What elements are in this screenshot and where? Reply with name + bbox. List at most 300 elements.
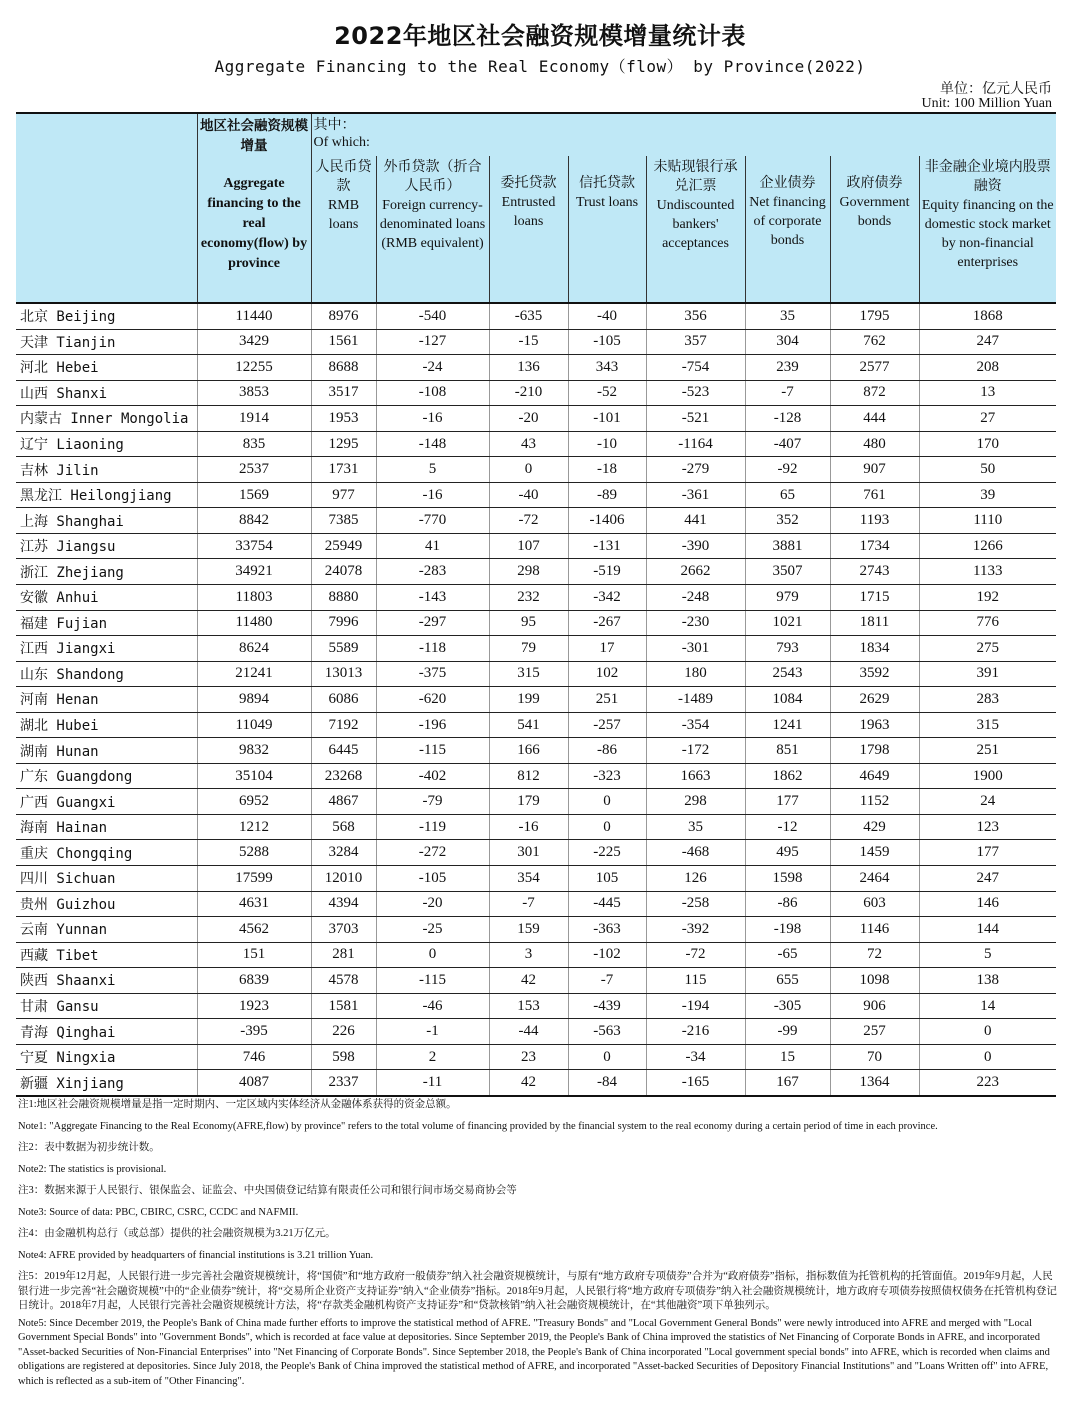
value-cell: 223	[919, 1070, 1056, 1096]
value-cell: -108	[376, 380, 489, 406]
value-cell: -10	[568, 431, 646, 457]
region-cell: 江苏 Jiangsu	[16, 533, 197, 559]
value-cell: -44	[489, 1019, 568, 1045]
value-cell: 4562	[197, 917, 311, 943]
value-cell: 746	[197, 1044, 311, 1070]
value-cell: 126	[646, 866, 745, 892]
value-cell: 136	[489, 355, 568, 381]
value-cell: 1146	[830, 917, 919, 943]
value-cell: -445	[568, 891, 646, 917]
value-cell: 79	[489, 636, 568, 662]
header-col-cn: 非金融企业境内股票融资	[924, 159, 1051, 194]
financing-table	[16, 112, 1056, 1097]
header-equity-financing	[919, 156, 1056, 303]
value-cell: -523	[646, 380, 745, 406]
note4-en: Note4: AFRE provided by headquarters of financial institutions is 3.21 trillion Yuan.	[18, 1249, 374, 1261]
value-cell: 1811	[830, 610, 919, 636]
value-cell: 13	[919, 380, 1056, 406]
region-cell: 河北 Hebei	[16, 355, 197, 381]
value-cell: 1581	[311, 993, 376, 1019]
table-row	[16, 738, 1056, 764]
header-corporate-bonds	[745, 156, 830, 303]
value-cell: 4087	[197, 1070, 311, 1096]
value-cell: 1731	[311, 457, 376, 483]
header-col-en: Trust loans	[575, 195, 639, 210]
value-cell: 1834	[830, 636, 919, 662]
value-cell: 9832	[197, 738, 311, 764]
value-cell: 1868	[919, 303, 1056, 329]
region-cell: 江西 Jiangxi	[16, 636, 197, 662]
table-row	[16, 763, 1056, 789]
value-cell: -519	[568, 559, 646, 585]
value-cell: 167	[745, 1070, 830, 1096]
value-cell: -279	[646, 457, 745, 483]
region-cell: 宁夏 Ningxia	[16, 1044, 197, 1070]
value-cell: 391	[919, 661, 1056, 687]
value-cell: 1152	[830, 789, 919, 815]
value-cell: 199	[489, 687, 568, 713]
value-cell: 1021	[745, 610, 830, 636]
value-cell: 0	[568, 789, 646, 815]
value-cell: -165	[646, 1070, 745, 1096]
note1-cn: 注1:地区社会融资规模增量是指一定时期内、一定区域内实体经济从金融体系获得的资金总额。	[18, 1099, 457, 1110]
table-row	[16, 1019, 1056, 1045]
value-cell: 1953	[311, 406, 376, 432]
value-cell: -563	[568, 1019, 646, 1045]
table-row	[16, 559, 1056, 585]
value-cell: -230	[646, 610, 745, 636]
value-cell: 4578	[311, 968, 376, 994]
value-cell: 2743	[830, 559, 919, 585]
value-cell: -7	[568, 968, 646, 994]
value-cell: -99	[745, 1019, 830, 1045]
note4-cn: 注4：由金融机构总行（或总部）提供的社会融资规模为3.21万亿元。	[18, 1228, 336, 1239]
region-cell: 安徽 Anhui	[16, 585, 197, 611]
header-col-cn: 委托贷款	[500, 175, 557, 191]
value-cell: -16	[489, 814, 568, 840]
value-cell: 8976	[311, 303, 376, 329]
value-cell: 5589	[311, 636, 376, 662]
value-cell: -770	[376, 508, 489, 534]
value-cell: -361	[646, 482, 745, 508]
table-row	[16, 1070, 1056, 1096]
value-cell: 3853	[197, 380, 311, 406]
header-of-which	[311, 113, 1056, 156]
value-cell: -1406	[568, 508, 646, 534]
value-cell: 1133	[919, 559, 1056, 585]
value-cell: 3429	[197, 329, 311, 355]
header-entrusted-loans	[489, 156, 568, 303]
header-government-bonds	[830, 156, 919, 303]
header-col-cn: 信托贷款	[579, 175, 635, 191]
value-cell: 65	[745, 482, 830, 508]
value-cell: 17	[568, 636, 646, 662]
value-cell: 1795	[830, 303, 919, 329]
value-cell: -301	[646, 636, 745, 662]
header-col-en: Government bonds	[839, 195, 910, 229]
note3-en: Note3: Source of data: PBC, CBIRC, CSRC, CCDC and NAFMII.	[18, 1206, 299, 1218]
value-cell: 907	[830, 457, 919, 483]
value-cell: 1862	[745, 763, 830, 789]
value-cell: 35	[646, 814, 745, 840]
value-cell: -363	[568, 917, 646, 943]
value-cell: 761	[830, 482, 919, 508]
value-cell: -323	[568, 763, 646, 789]
value-cell: 2	[376, 1044, 489, 1070]
value-cell: 9894	[197, 687, 311, 713]
value-cell: -272	[376, 840, 489, 866]
value-cell: -34	[646, 1044, 745, 1070]
value-cell: 170	[919, 431, 1056, 457]
value-cell: 356	[646, 303, 745, 329]
value-cell: 1923	[197, 993, 311, 1019]
region-cell: 上海 Shanghai	[16, 508, 197, 534]
value-cell: 872	[830, 380, 919, 406]
value-cell: 247	[919, 866, 1056, 892]
value-cell: 39	[919, 482, 1056, 508]
value-cell: -89	[568, 482, 646, 508]
value-cell: 25949	[311, 533, 376, 559]
value-cell: -72	[489, 508, 568, 534]
value-cell: 2629	[830, 687, 919, 713]
value-cell: -115	[376, 968, 489, 994]
value-cell: -305	[745, 993, 830, 1019]
value-cell: 603	[830, 891, 919, 917]
value-cell: 2464	[830, 866, 919, 892]
value-cell: 906	[830, 993, 919, 1019]
value-cell: 1569	[197, 482, 311, 508]
value-cell: 138	[919, 968, 1056, 994]
note5-cn: 注5：2019年12月起，人民银行进一步完善社会融资规模统计，将“国债”和“地方政府一般债券”纳入社会融资规模统计，与原有“地方政府专项债券”合并为“政府债券”指标，指标数值为托管机构的托管面值。2019年9月起，人民银行进一步完善“社会融资规模”中的“企业债券”统计，将“交易所企业资产支持证券”纳入“企业债券”指标。2018年9月起，人民银行将“地方政府专项债券”纳入社会融资规模统计，地方政府专项债券按照债权债务在托管机构登记日统计。2018年7月起，人民银行完善社会融资规模统计方法，将“存款类金融机构资产支持证券”和“贷款核销”纳入社会融资规模统计，在“其他融资”项下单独列示。	[18, 1271, 1057, 1311]
table-row	[16, 303, 1056, 329]
value-cell: -18	[568, 457, 646, 483]
value-cell: -84	[568, 1070, 646, 1096]
value-cell: 3881	[745, 533, 830, 559]
value-cell: -1164	[646, 431, 745, 457]
note3-cn: 注3：数据来源于人民银行、银保监会、证监会、中央国债登记结算有限责任公司和银行间市场交易商协会等	[18, 1185, 517, 1196]
table-row	[16, 508, 1056, 534]
value-cell: 352	[745, 508, 830, 534]
value-cell: 7385	[311, 508, 376, 534]
value-cell: 95	[489, 610, 568, 636]
value-cell: 4649	[830, 763, 919, 789]
value-cell: -119	[376, 814, 489, 840]
value-cell: 3	[489, 942, 568, 968]
region-cell: 内蒙古 Inner Mongolia	[16, 406, 197, 432]
value-cell: -72	[646, 942, 745, 968]
value-cell: -52	[568, 380, 646, 406]
page-subtitle: Aggregate Financing to the Real Economy（flow） by Province(2022)	[214, 57, 866, 76]
value-cell: -15	[489, 329, 568, 355]
header-col-cn: 未贴现银行承兑汇票	[653, 159, 738, 194]
value-cell: 42	[489, 1070, 568, 1096]
value-cell: 1734	[830, 533, 919, 559]
value-cell: -354	[646, 712, 745, 738]
value-cell: 102	[568, 661, 646, 687]
value-cell: -297	[376, 610, 489, 636]
value-cell: 283	[919, 687, 1056, 713]
value-cell: 835	[197, 431, 311, 457]
region-cell: 云南 Yunnan	[16, 917, 197, 943]
region-cell: 广西 Guangxi	[16, 789, 197, 815]
value-cell: -40	[568, 303, 646, 329]
value-cell: -12	[745, 814, 830, 840]
value-cell: -16	[376, 406, 489, 432]
table-row	[16, 482, 1056, 508]
value-cell: 177	[745, 789, 830, 815]
value-cell: 793	[745, 636, 830, 662]
value-cell: -86	[568, 738, 646, 764]
header-col-cn: 企业债券	[759, 175, 816, 191]
region-cell: 河南 Henan	[16, 687, 197, 713]
value-cell: 343	[568, 355, 646, 381]
header-aggregate-en: Aggregate financing to the real economy(flow) by province	[200, 176, 308, 271]
header-col-cn: 政府债券	[846, 175, 903, 191]
value-cell: 5	[919, 942, 1056, 968]
value-cell: 70	[830, 1044, 919, 1070]
table-row	[16, 993, 1056, 1019]
value-cell: 166	[489, 738, 568, 764]
value-cell: 6086	[311, 687, 376, 713]
value-cell: 1241	[745, 712, 830, 738]
page-title: 2022年地区社会融资规模增量统计表	[334, 22, 746, 50]
value-cell: 429	[830, 814, 919, 840]
value-cell: 357	[646, 329, 745, 355]
value-cell: 1295	[311, 431, 376, 457]
value-cell: 17599	[197, 866, 311, 892]
table-row	[16, 917, 1056, 943]
value-cell: 354	[489, 866, 568, 892]
value-cell: 1364	[830, 1070, 919, 1096]
value-cell: 2337	[311, 1070, 376, 1096]
value-cell: 1963	[830, 712, 919, 738]
value-cell: 301	[489, 840, 568, 866]
value-cell: 180	[646, 661, 745, 687]
value-cell: 4631	[197, 891, 311, 917]
region-cell: 北京 Beijing	[16, 303, 197, 329]
region-cell: 贵州 Guizhou	[16, 891, 197, 917]
value-cell: 7996	[311, 610, 376, 636]
value-cell: 72	[830, 942, 919, 968]
value-cell: 2543	[745, 661, 830, 687]
value-cell: -439	[568, 993, 646, 1019]
value-cell: -105	[568, 329, 646, 355]
value-cell: -540	[376, 303, 489, 329]
value-cell: -20	[376, 891, 489, 917]
value-cell: 3284	[311, 840, 376, 866]
value-cell: -468	[646, 840, 745, 866]
value-cell: 304	[745, 329, 830, 355]
value-cell: 251	[568, 687, 646, 713]
value-cell: 0	[568, 1044, 646, 1070]
value-cell: 1914	[197, 406, 311, 432]
header-col-en: Equity financing on the domestic stock market by non-financial enterprises	[921, 198, 1054, 270]
value-cell: 2662	[646, 559, 745, 585]
value-cell: 27	[919, 406, 1056, 432]
header-aggregate-cn: 地区社会融资规模增量	[200, 118, 308, 154]
value-cell: -105	[376, 866, 489, 892]
value-cell: 11440	[197, 303, 311, 329]
header-of-which-en: Of which:	[313, 135, 370, 150]
value-cell: -342	[568, 585, 646, 611]
value-cell: 0	[919, 1044, 1056, 1070]
value-cell: 281	[311, 942, 376, 968]
value-cell: 1193	[830, 508, 919, 534]
value-cell: 275	[919, 636, 1056, 662]
value-cell: 23268	[311, 763, 376, 789]
table-row	[16, 380, 1056, 406]
value-cell: 192	[919, 585, 1056, 611]
value-cell: -118	[376, 636, 489, 662]
header-col-cn: 人民币贷款	[315, 159, 372, 194]
value-cell: 315	[489, 661, 568, 687]
value-cell: 23	[489, 1044, 568, 1070]
value-cell: 15	[745, 1044, 830, 1070]
value-cell: 177	[919, 840, 1056, 866]
header-bankers-acceptances	[646, 156, 745, 303]
value-cell: 315	[919, 712, 1056, 738]
value-cell: -101	[568, 406, 646, 432]
value-cell: 3517	[311, 380, 376, 406]
table-row	[16, 585, 1056, 611]
note2-en: Note2: The statistics is provisional.	[18, 1163, 167, 1175]
table-row	[16, 610, 1056, 636]
value-cell: -402	[376, 763, 489, 789]
region-cell: 海南 Hainan	[16, 814, 197, 840]
table-row	[16, 406, 1056, 432]
value-cell: 208	[919, 355, 1056, 381]
value-cell: 153	[489, 993, 568, 1019]
region-cell: 重庆 Chongqing	[16, 840, 197, 866]
value-cell: 179	[489, 789, 568, 815]
value-cell: 0	[568, 814, 646, 840]
value-cell: 144	[919, 917, 1056, 943]
value-cell: -172	[646, 738, 745, 764]
region-cell: 西藏 Tibet	[16, 942, 197, 968]
header-col-en: Net financing of corporate bonds	[749, 195, 826, 248]
table-row	[16, 789, 1056, 815]
value-cell: -1489	[646, 687, 745, 713]
value-cell: 1798	[830, 738, 919, 764]
table-row	[16, 687, 1056, 713]
notes-section	[18, 1098, 1058, 1396]
value-cell: -24	[376, 355, 489, 381]
value-cell: 1663	[646, 763, 745, 789]
value-cell: 1110	[919, 508, 1056, 534]
region-cell: 新疆 Xinjiang	[16, 1070, 197, 1096]
value-cell: -143	[376, 585, 489, 611]
value-cell: -258	[646, 891, 745, 917]
value-cell: 41	[376, 533, 489, 559]
value-cell: 1084	[745, 687, 830, 713]
value-cell: -248	[646, 585, 745, 611]
value-cell: 12010	[311, 866, 376, 892]
header-col-en: Undiscounted bankers' acceptances	[656, 198, 735, 251]
value-cell: -148	[376, 431, 489, 457]
value-cell: 115	[646, 968, 745, 994]
region-cell: 湖南 Hunan	[16, 738, 197, 764]
value-cell: 298	[489, 559, 568, 585]
value-cell: 0	[489, 457, 568, 483]
region-cell: 黑龙江 Heilongjiang	[16, 482, 197, 508]
value-cell: 257	[830, 1019, 919, 1045]
value-cell: 251	[919, 738, 1056, 764]
value-cell: -46	[376, 993, 489, 1019]
value-cell: 14	[919, 993, 1056, 1019]
value-cell: -194	[646, 993, 745, 1019]
table-row	[16, 712, 1056, 738]
value-cell: -92	[745, 457, 830, 483]
value-cell: 105	[568, 866, 646, 892]
region-cell: 吉林 Jilin	[16, 457, 197, 483]
value-cell: 24	[919, 789, 1056, 815]
value-cell: -390	[646, 533, 745, 559]
table-row	[16, 891, 1056, 917]
value-cell: 979	[745, 585, 830, 611]
region-cell: 陕西 Shaanxi	[16, 968, 197, 994]
value-cell: -210	[489, 380, 568, 406]
value-cell: 4867	[311, 789, 376, 815]
header-trust-loans	[568, 156, 646, 303]
value-cell: 1266	[919, 533, 1056, 559]
table-row	[16, 1044, 1056, 1070]
value-cell: -620	[376, 687, 489, 713]
value-cell: 2577	[830, 355, 919, 381]
value-cell: 33754	[197, 533, 311, 559]
value-cell: -225	[568, 840, 646, 866]
value-cell: 4394	[311, 891, 376, 917]
value-cell: 298	[646, 789, 745, 815]
table-row	[16, 355, 1056, 381]
header-col-cn: 外币贷款（折合人民币）	[383, 159, 482, 194]
value-cell: 541	[489, 712, 568, 738]
value-cell: -86	[745, 891, 830, 917]
table-row	[16, 942, 1056, 968]
value-cell: 598	[311, 1044, 376, 1070]
value-cell: 1561	[311, 329, 376, 355]
unit-label-cn: 单位：亿元人民币	[940, 81, 1052, 97]
value-cell: -216	[646, 1019, 745, 1045]
region-cell: 天津 Tianjin	[16, 329, 197, 355]
value-cell: -754	[646, 355, 745, 381]
value-cell: 3507	[745, 559, 830, 585]
value-cell: 3592	[830, 661, 919, 687]
value-cell: -65	[745, 942, 830, 968]
table-row	[16, 431, 1056, 457]
value-cell: 1459	[830, 840, 919, 866]
value-cell: -395	[197, 1019, 311, 1045]
value-cell: -267	[568, 610, 646, 636]
note1-en: Note1: "Aggregate Financing to the Real Economy(AFRE,flow) by province" refers to the total volume of financing provided by the financial system to the real economy during a certain period of time in each province.	[18, 1120, 938, 1132]
value-cell: 1715	[830, 585, 919, 611]
value-cell: 146	[919, 891, 1056, 917]
value-cell: 0	[376, 942, 489, 968]
value-cell: 2537	[197, 457, 311, 483]
value-cell: 776	[919, 610, 1056, 636]
header-col-en: Foreign currency-denominated loans (RMB equivalent)	[379, 198, 486, 251]
value-cell: -20	[489, 406, 568, 432]
value-cell: 50	[919, 457, 1056, 483]
value-cell: 8688	[311, 355, 376, 381]
value-cell: -375	[376, 661, 489, 687]
value-cell: 441	[646, 508, 745, 534]
value-cell: 8880	[311, 585, 376, 611]
table-row	[16, 533, 1056, 559]
value-cell: -196	[376, 712, 489, 738]
value-cell: 1598	[745, 866, 830, 892]
region-cell: 辽宁 Liaoning	[16, 431, 197, 457]
value-cell: 247	[919, 329, 1056, 355]
